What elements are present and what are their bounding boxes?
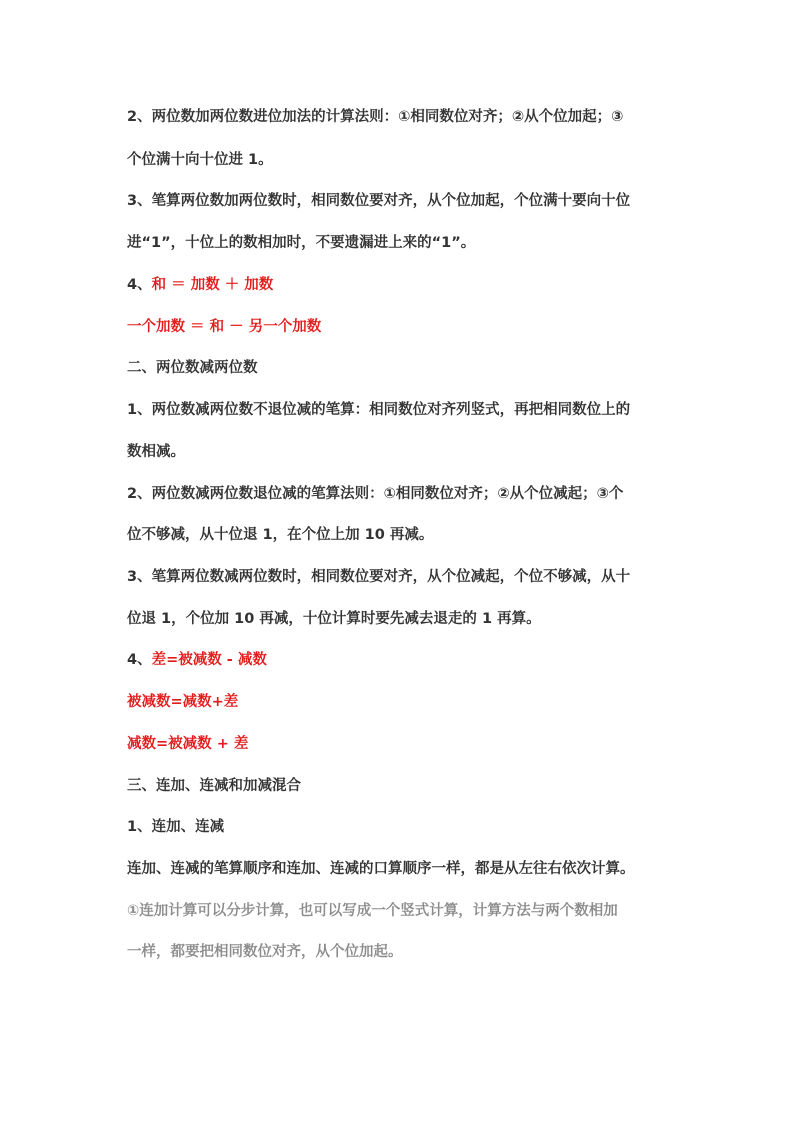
sum-formula-text: 和 ＝ 加数 ＋ 加数 [151, 277, 274, 293]
line-add-carry-rule: 2、两位数加两位数进位加法的计算法则：①相同数位对齐；②从个位加起；③ [127, 109, 624, 125]
line-sub-borrow-rule-cont: 位不够减，从十位退 1，在个位上加 10 再减。 [127, 527, 434, 543]
section-heading-mixed: 三、连加、连减和加减混合 [127, 778, 301, 794]
line-addend-formula: 一个加数 ＝ 和 － 另一个加数 [127, 319, 322, 335]
line-continuous-order: 连加、连减的笔算顺序和连加、连减的口算顺序一样，都是从左往右依次计算。 [127, 861, 635, 877]
line-sub-borrow-rule: 2、两位数减两位数退位减的笔算法则：①相同数位对齐；②从个位减起；③个 [127, 486, 624, 502]
line-subtrahend-formula: 减数=被减数 + 差 [127, 736, 249, 752]
line-add-carry-rule-cont: 个位满十向十位进 1。 [127, 152, 273, 168]
section-heading-subtraction: 二、两位数减两位数 [127, 360, 258, 376]
line-continuous-add-method-cont: 一样，都要把相同数位对齐，从个位加起。 [127, 944, 403, 960]
difference-formula-text: 差=被减数 - 减数 [151, 652, 267, 668]
line-sub-written-calc-cont: 位退 1，个位加 10 再减，十位计算时要先减去退走的 1 再算。 [127, 611, 541, 627]
line-difference-formula [127, 650, 672, 670]
difference-formula-number: 4、 [127, 652, 152, 668]
line-sum-formula [127, 275, 672, 295]
line-add-written-calc-cont: 进“1”，十位上的数相加时，不要遗漏进上来的“1”。 [127, 235, 476, 251]
line-sub-written-calc: 3、笔算两位数减两位数时，相同数位要对齐，从个位减起，个位不够减，从十 [127, 569, 631, 585]
line-continuous-add-method: ①连加计算可以分步计算，也可以写成一个竖式计算，计算方法与两个数相加 [127, 903, 618, 919]
sum-formula-number: 4、 [127, 277, 152, 293]
line-add-written-calc: 3、笔算两位数加两位数时，相同数位要对齐，从个位加起，个位满十要向十位 [127, 193, 631, 209]
line-sub-no-borrow-cont: 数相减。 [127, 444, 185, 460]
subheading-continuous: 1、连加、连减 [127, 819, 225, 835]
line-sub-no-borrow: 1、两位数减两位数不退位减的笔算：相同数位对齐列竖式，再把相同数位上的 [127, 402, 631, 418]
line-minuend-formula: 被减数=减数+差 [127, 694, 239, 710]
